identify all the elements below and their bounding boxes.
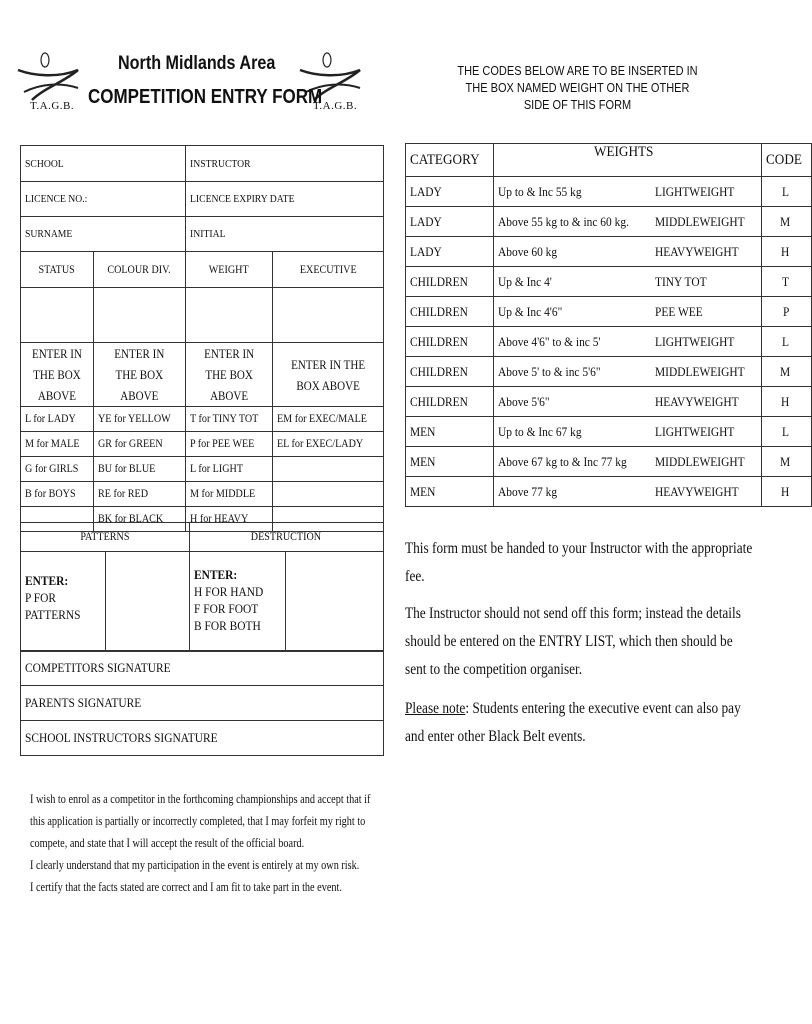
code-header: CODE: [761, 144, 811, 177]
code-cell: P: [761, 297, 811, 327]
form-title: COMPETITION ENTRY FORM: [88, 86, 323, 108]
category-cell: MEN: [406, 477, 494, 507]
colour-div-input-box[interactable]: [93, 288, 185, 343]
code-cell: H: [761, 477, 811, 507]
code-cell: L for LADY: [21, 407, 94, 432]
code-cell: H for HEAVY: [185, 507, 272, 532]
code-cell: GR for GREEN: [93, 432, 185, 457]
category-cell: MEN: [406, 447, 494, 477]
weights-row: [406, 327, 812, 357]
code-cell: T: [761, 267, 811, 297]
school-field[interactable]: SCHOOL: [21, 146, 186, 182]
code-cell: M for MALE: [21, 432, 94, 457]
declaration-line: this application is partially or incorrectly completed, that I may forfeit my right to: [30, 814, 366, 828]
code-cell: [272, 482, 383, 507]
colour-div-header: COLOUR DIV.: [93, 252, 185, 288]
weights-row: [406, 297, 812, 327]
destruction-input-box[interactable]: [286, 552, 384, 652]
patterns-header: PATTERNS: [21, 523, 190, 552]
declaration-line: compete, and state that I will accept the result of the official board.: [30, 836, 305, 850]
status-header: STATUS: [21, 252, 94, 288]
category-cell: CHILDREN: [406, 327, 494, 357]
weight-class-cell: LIGHTWEIGHT: [651, 327, 761, 357]
weights-table: [405, 143, 812, 507]
please-note-text: : Students entering the executive event can also pay and enter other Black Belt events.: [405, 700, 741, 745]
form-title-area: North Midlands Area: [118, 53, 276, 74]
note-entry-list: The Instructor should not send off this form; instead the details should be entered on the ENTRY LIST, which then should be sent to the competition organiser.: [405, 605, 741, 678]
code-cell: P for PEE WEE: [185, 432, 272, 457]
weights-row: [406, 177, 812, 207]
code-cell: H: [761, 387, 811, 417]
weight-class-cell: MIDDLEWEIGHT: [651, 447, 761, 477]
patterns-input-box[interactable]: [105, 552, 189, 652]
code-cell: G for GIRLS: [21, 457, 94, 482]
logo-text-left: T.A.G.B.: [30, 100, 75, 112]
weights-row: [406, 387, 812, 417]
patterns-destruction-table: [20, 522, 384, 652]
weight-range-cell: Up & Inc 4': [494, 267, 651, 297]
weight-range-cell: Above 5' to & inc 5'6": [494, 357, 651, 387]
enter-box-label: ENTER IN THE BOX ABOVE: [272, 343, 383, 407]
weight-range-cell: Above 5'6": [494, 387, 651, 417]
licence-no-field[interactable]: LICENCE NO.:: [21, 182, 186, 217]
entry-form-table: [20, 145, 384, 532]
declaration-line: I wish to enrol as a competitor in the forthcoming championships and accept that if: [30, 792, 371, 806]
category-cell: CHILDREN: [406, 297, 494, 327]
declaration-line: I certify that the facts stated are correct and I am fit to take part in the event.: [30, 880, 342, 894]
weight-range-cell: Above 55 kg to & inc 60 kg.: [494, 207, 651, 237]
parents-signature-field[interactable]: PARENTS SIGNATURE: [21, 686, 384, 721]
category-cell: CHILDREN: [406, 267, 494, 297]
code-cell: L: [761, 327, 811, 357]
weights-row: [406, 417, 812, 447]
patterns-instructions: ENTER: P FOR PATTERNS: [21, 552, 106, 652]
weight-range-cell: Above 67 kg to & Inc 77 kg: [494, 447, 651, 477]
executive-input-box[interactable]: [272, 288, 383, 343]
weight-range-cell: Up & Inc 4'6": [494, 297, 651, 327]
signatures-table: [20, 650, 384, 756]
weight-input-box[interactable]: [185, 288, 272, 343]
category-header: CATEGORY: [406, 144, 494, 177]
destruction-instructions: ENTER: H FOR HAND F FOR FOOT B FOR BOTH: [189, 552, 286, 652]
enter-box-label: ENTER IN THE BOX ABOVE: [21, 343, 94, 407]
weight-range-cell: Above 60 kg: [494, 237, 651, 267]
code-cell: [272, 457, 383, 482]
logo-text-right: T.A.G.B.: [313, 100, 358, 112]
please-note-label: Please note: [405, 700, 466, 717]
weight-header: WEIGHT: [185, 252, 272, 288]
code-cell: EL for EXEC/LADY: [272, 432, 383, 457]
enter-box-label: ENTER IN THE BOX ABOVE: [185, 343, 272, 407]
initial-field[interactable]: INITIAL: [185, 217, 383, 252]
surname-field[interactable]: SURNAME: [21, 217, 186, 252]
weight-class-cell: HEAVYWEIGHT: [651, 237, 761, 267]
category-cell: LADY: [406, 177, 494, 207]
code-cell: M: [761, 207, 811, 237]
status-input-box[interactable]: [21, 288, 94, 343]
category-cell: LADY: [406, 207, 494, 237]
code-cell: M for MIDDLE: [185, 482, 272, 507]
code-cell: BK for BLACK: [93, 507, 185, 532]
note-instructor: This form must be handed to your Instructor with the appropriate fee.: [405, 540, 753, 585]
weight-class-cell: PEE WEE: [651, 297, 761, 327]
category-cell: MEN: [406, 417, 494, 447]
licence-expiry-field[interactable]: LICENCE EXPIRY DATE: [185, 182, 383, 217]
code-cell: H: [761, 237, 811, 267]
weights-row: [406, 477, 812, 507]
weights-row: [406, 207, 812, 237]
weights-header: WEIGHTS: [494, 144, 762, 177]
code-cell: M: [761, 357, 811, 387]
weight-class-cell: LIGHTWEIGHT: [651, 177, 761, 207]
code-cell: BU for BLUE: [93, 457, 185, 482]
codes-note: THE CODES BELOW ARE TO BE INSERTED IN THE BOX NAMED WEIGHT ON THE OTHER SIDE OF THIS FORM: [457, 64, 698, 112]
weight-range-cell: Up to & Inc 67 kg: [494, 417, 651, 447]
destruction-header: DESTRUCTION: [189, 523, 383, 552]
category-cell: LADY: [406, 237, 494, 267]
weight-class-cell: HEAVYWEIGHT: [651, 477, 761, 507]
code-cell: RE for RED: [93, 482, 185, 507]
weight-range-cell: Above 4'6" to & inc 5': [494, 327, 651, 357]
code-cell: YE for YELLOW: [93, 407, 185, 432]
code-cell: B for BOYS: [21, 482, 94, 507]
weight-class-cell: LIGHTWEIGHT: [651, 417, 761, 447]
weight-class-cell: MIDDLEWEIGHT: [651, 207, 761, 237]
weights-row: [406, 237, 812, 267]
school-instructors-signature-field[interactable]: SCHOOL INSTRUCTORS SIGNATURE: [21, 721, 384, 756]
declaration-line: I clearly understand that my participation in the event is entirely at my own risk.: [30, 858, 360, 872]
category-cell: CHILDREN: [406, 357, 494, 387]
enter-box-label: ENTER IN THE BOX ABOVE: [93, 343, 185, 407]
executive-header: EXECUTIVE: [272, 252, 383, 288]
code-cell: L: [761, 177, 811, 207]
weight-class-cell: MIDDLEWEIGHT: [651, 357, 761, 387]
weight-range-cell: Up to & Inc 55 kg: [494, 177, 651, 207]
weights-row: [406, 267, 812, 297]
note-executive: [405, 695, 755, 751]
code-cell: M: [761, 447, 811, 477]
weight-class-cell: HEAVYWEIGHT: [651, 387, 761, 417]
weight-class-cell: TINY TOT: [651, 267, 761, 297]
instructor-field[interactable]: INSTRUCTOR: [185, 146, 383, 182]
weights-row: [406, 357, 812, 387]
code-cell: L: [761, 417, 811, 447]
code-cell: L for LIGHT: [185, 457, 272, 482]
code-cell: T for TINY TOT: [185, 407, 272, 432]
competitors-signature-field[interactable]: COMPETITORS SIGNATURE: [21, 651, 384, 686]
weights-row: [406, 447, 812, 477]
weight-range-cell: Above 77 kg: [494, 477, 651, 507]
code-cell: EM for EXEC/MALE: [272, 407, 383, 432]
declaration: [30, 788, 390, 898]
category-cell: CHILDREN: [406, 387, 494, 417]
